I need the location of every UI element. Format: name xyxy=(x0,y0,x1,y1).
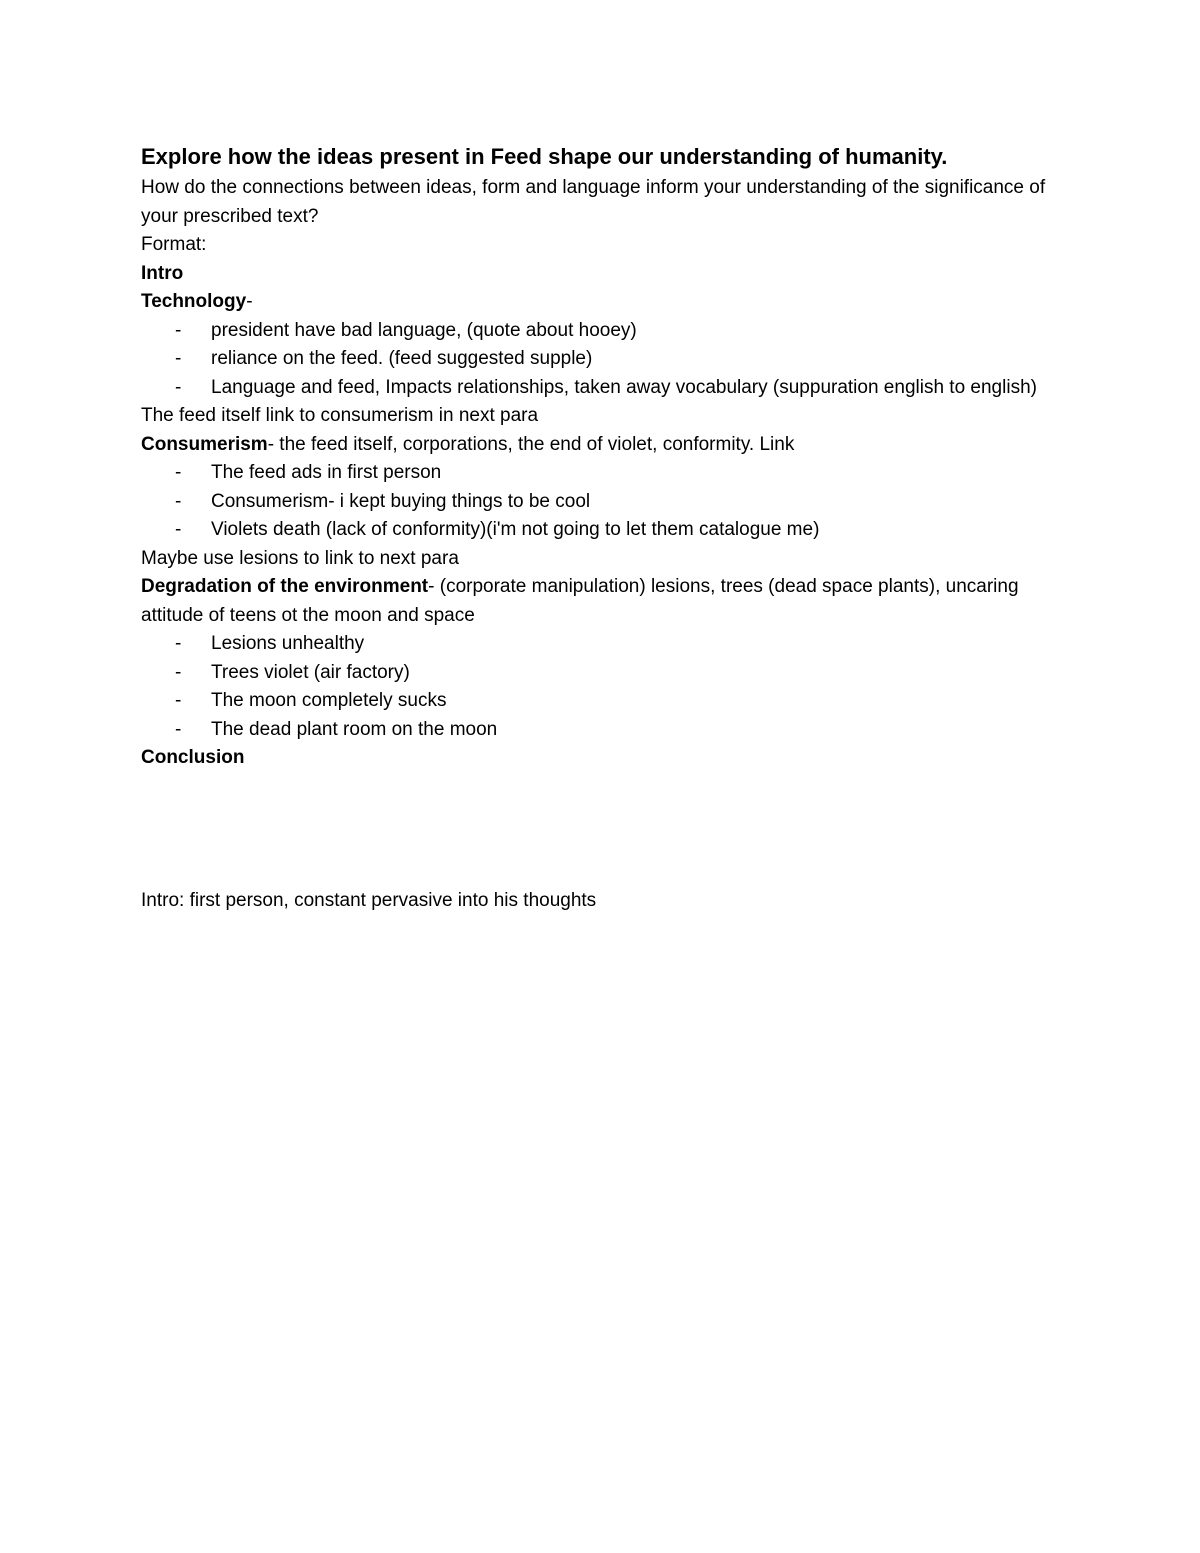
dash-bullet: - xyxy=(175,718,182,740)
dash-bullet: - xyxy=(175,348,182,369)
environment-section-header xyxy=(141,573,1061,630)
dash-bullet: - xyxy=(175,661,182,683)
consumerism-list xyxy=(141,459,1061,545)
dash-bullet: - xyxy=(175,633,182,654)
document-page xyxy=(141,140,1061,915)
list-item-text: Consumerism- i kept buying things to be cool xyxy=(211,490,591,512)
environment-suffix: - (corporate manipulation) lesions, trees (dead space plants), uncaring attitude of teens ot the moon and space xyxy=(141,576,1019,626)
list-item-text: Language and feed, Impacts relationships, taken away vocabulary (suppuration english to english) xyxy=(211,376,1037,398)
technology-section-header xyxy=(141,288,1061,317)
dash-bullet: - xyxy=(175,319,182,341)
list-item-text: The feed ads in first person xyxy=(211,462,442,483)
list-item-text: The moon completely sucks xyxy=(211,690,447,711)
blank-space xyxy=(141,773,1061,887)
technology-suffix: - xyxy=(246,291,253,312)
list-item xyxy=(141,459,1061,488)
list-item xyxy=(141,516,1061,545)
list-item-text: president have bad language, (quote about hooey) xyxy=(211,319,637,341)
essay-title: Explore how the ideas present in Feed shape our understanding of humanity. xyxy=(141,144,948,169)
consumerism-heading: Consumerism xyxy=(141,433,268,455)
technology-link-note: The feed itself link to consumerism in next para xyxy=(141,405,539,426)
list-item xyxy=(141,345,1061,374)
environment-list xyxy=(141,630,1061,744)
technology-list xyxy=(141,317,1061,403)
list-item xyxy=(141,659,1061,688)
dash-bullet: - xyxy=(175,519,182,540)
consumerism-suffix: - the feed itself, corporations, the end of violet, conformity. Link xyxy=(267,433,795,455)
consumerism-section-header xyxy=(141,431,1061,460)
intro-heading: Intro xyxy=(141,262,184,284)
dash-bullet: - xyxy=(175,462,182,483)
conclusion-heading: Conclusion xyxy=(141,747,245,768)
list-item xyxy=(141,488,1061,517)
format-label: Format: xyxy=(141,234,207,255)
list-item xyxy=(141,687,1061,716)
list-item-text: The dead plant room on the moon xyxy=(211,718,498,740)
list-item-text: reliance on the feed. (feed suggested supple) xyxy=(211,348,593,369)
list-item-text: Lesions unhealthy xyxy=(211,633,365,654)
dash-bullet: - xyxy=(175,376,182,398)
environment-heading: Degradation of the environment xyxy=(141,576,429,597)
list-item-text: Trees violet (air factory) xyxy=(211,661,410,683)
dash-bullet: - xyxy=(175,490,182,512)
list-item xyxy=(141,317,1061,346)
intro-note: Intro: first person, constant pervasive into his thoughts xyxy=(141,889,597,911)
technology-heading: Technology xyxy=(141,291,247,312)
list-item xyxy=(141,630,1061,659)
list-item xyxy=(141,374,1061,403)
list-item xyxy=(141,716,1061,745)
list-item-text: Violets death (lack of conformity)(i'm not going to let them catalogue me) xyxy=(211,519,820,540)
essay-question: How do the connections between ideas, form and language inform your understanding of the significance of your prescribed text? xyxy=(141,177,1046,227)
dash-bullet: - xyxy=(175,690,182,711)
consumerism-link-note: Maybe use lesions to link to next para xyxy=(141,547,459,569)
